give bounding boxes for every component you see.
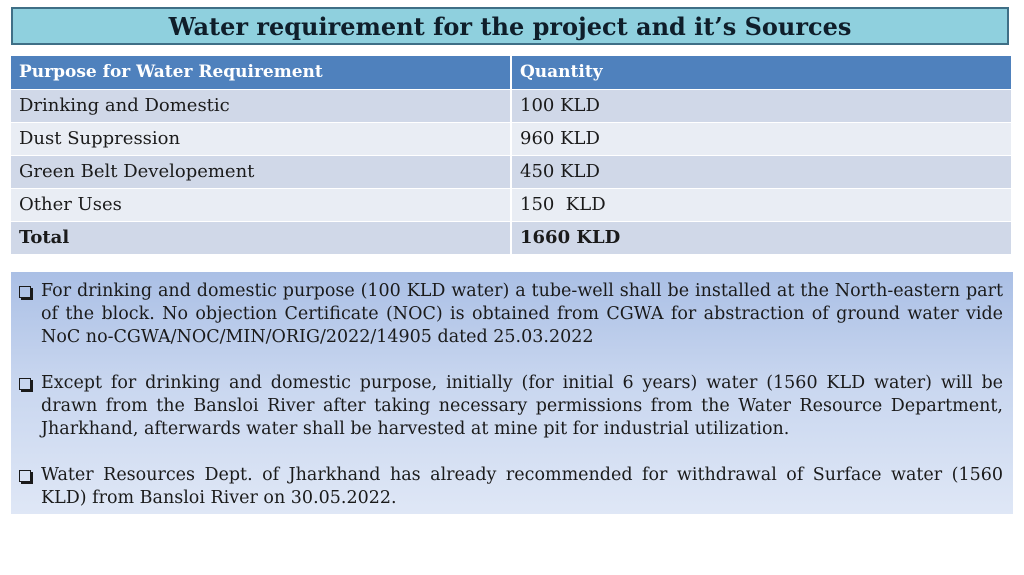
notes-panel xyxy=(11,272,1013,514)
cell-purpose: Other Uses xyxy=(11,188,511,221)
cell-quantity: 450 KLD xyxy=(511,155,1012,188)
cell-purpose: Green Belt Developement xyxy=(11,155,511,188)
note-text: For drinking and domestic purpose (100 KLD water) a tube-well shall be installed at the North-eastern part of the block. No objection Certificate (NOC) is obtained from CGWA for abstraction of ground water vide NoC no-CGWA/NOC/MIN/ORIG/2022/14905 dated 25.03.2022 xyxy=(41,281,1003,347)
cell-purpose: Drinking and Domestic xyxy=(11,89,511,122)
list-item xyxy=(19,280,1003,349)
water-requirement-table xyxy=(11,56,1013,255)
table-row xyxy=(11,89,1012,122)
column-header-purpose: Purpose for Water Requirement xyxy=(11,56,511,89)
hollow-square-bullet-icon xyxy=(19,286,31,298)
list-item xyxy=(19,464,1003,510)
total-label: Total xyxy=(11,221,511,254)
note-text: Except for drinking and domestic purpose, initially (for initial 6 years) water (1560 KLD water) will be drawn from the Bansloi River after taking necessary permissions from the Water Resource Department, Jharkhand, afterwards water shall be harvested at mine pit for industrial utilization. xyxy=(41,373,1003,439)
list-item xyxy=(19,372,1003,441)
table-row xyxy=(11,122,1012,155)
table-row xyxy=(11,155,1012,188)
table-row xyxy=(11,188,1012,221)
table-header-row xyxy=(11,56,1012,89)
title-banner xyxy=(11,7,1009,45)
column-header-quantity: Quantity xyxy=(511,56,1012,89)
page-title: Water requirement for the project and it’s Sources xyxy=(168,11,852,41)
table-total-row xyxy=(11,221,1012,254)
cell-quantity: 100 KLD xyxy=(511,89,1012,122)
cell-purpose: Dust Suppression xyxy=(11,122,511,155)
hollow-square-bullet-icon xyxy=(19,378,31,390)
cell-quantity: 150 KLD xyxy=(511,188,1012,221)
total-quantity: 1660 KLD xyxy=(511,221,1012,254)
cell-quantity: 960 KLD xyxy=(511,122,1012,155)
hollow-square-bullet-icon xyxy=(19,470,31,482)
note-text: Water Resources Dept. of Jharkhand has already recommended for withdrawal of Surface water (1560 KLD) from Bansloi River on 30.05.2022. xyxy=(41,465,1003,508)
